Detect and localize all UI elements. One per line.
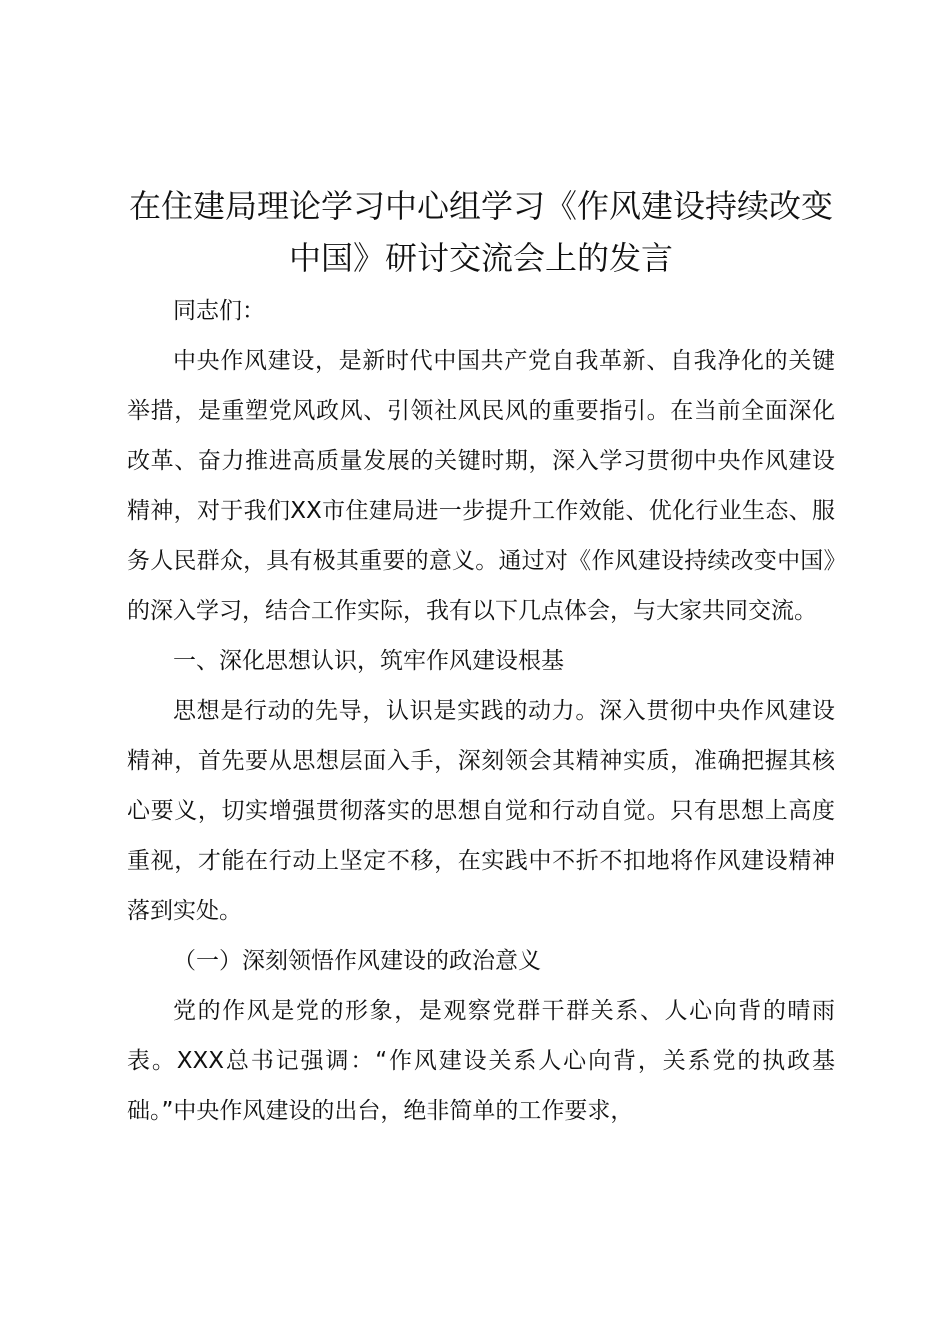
paragraph-subsection-1: 党的作风是党的形象，是观察党群干群关系、人心向背的晴雨表。XXX总书记强调：“作风建设关系人心向背，关系党的执政基础。”中央作风建设的出台，绝非简单的工作要求， bbox=[127, 998, 835, 1124]
section-heading-1: 一、深化思想认识，筑牢作风建设根基 bbox=[173, 648, 564, 674]
salutation: 同志们： bbox=[173, 298, 265, 324]
paragraph-section-1: 思想是行动的先导，认识是实践的动力。深入贯彻中央作风建设精神，首先要从思想层面入手，深刻领会其精神实质，准确把握其核心要义，切实增强贯彻落实的思想自觉和行动自觉。只有思想上高度重视，才能在行动上坚定不移，在实践中不折不扣地将作风建设精神落到实处。 bbox=[127, 698, 835, 924]
subsection-heading-1: （一）深刻领悟作风建设的政治意义 bbox=[173, 948, 541, 974]
document-body bbox=[127, 180, 835, 1136]
paragraph-intro: 中央作风建设，是新时代中国共产党自我革新、自我净化的关键举措，是重塑党风政风、引领社风民风的重要指引。在当前全面深化改革、奋力推进高质量发展的关键时期，深入学习贯彻中央作风建设精神，对于我们XX市住建局进一步提升工作效能、优化行业生态、服务人民群众，具有极其重要的意义。通过对《作风建设持续改变中国》的深入学习，结合工作实际，我有以下几点体会，与大家共同交流。 bbox=[127, 348, 835, 624]
document-title: 在住建局理论学习中心组学习《作风建设持续改变中国》研讨交流会上的发言 bbox=[128, 187, 833, 277]
